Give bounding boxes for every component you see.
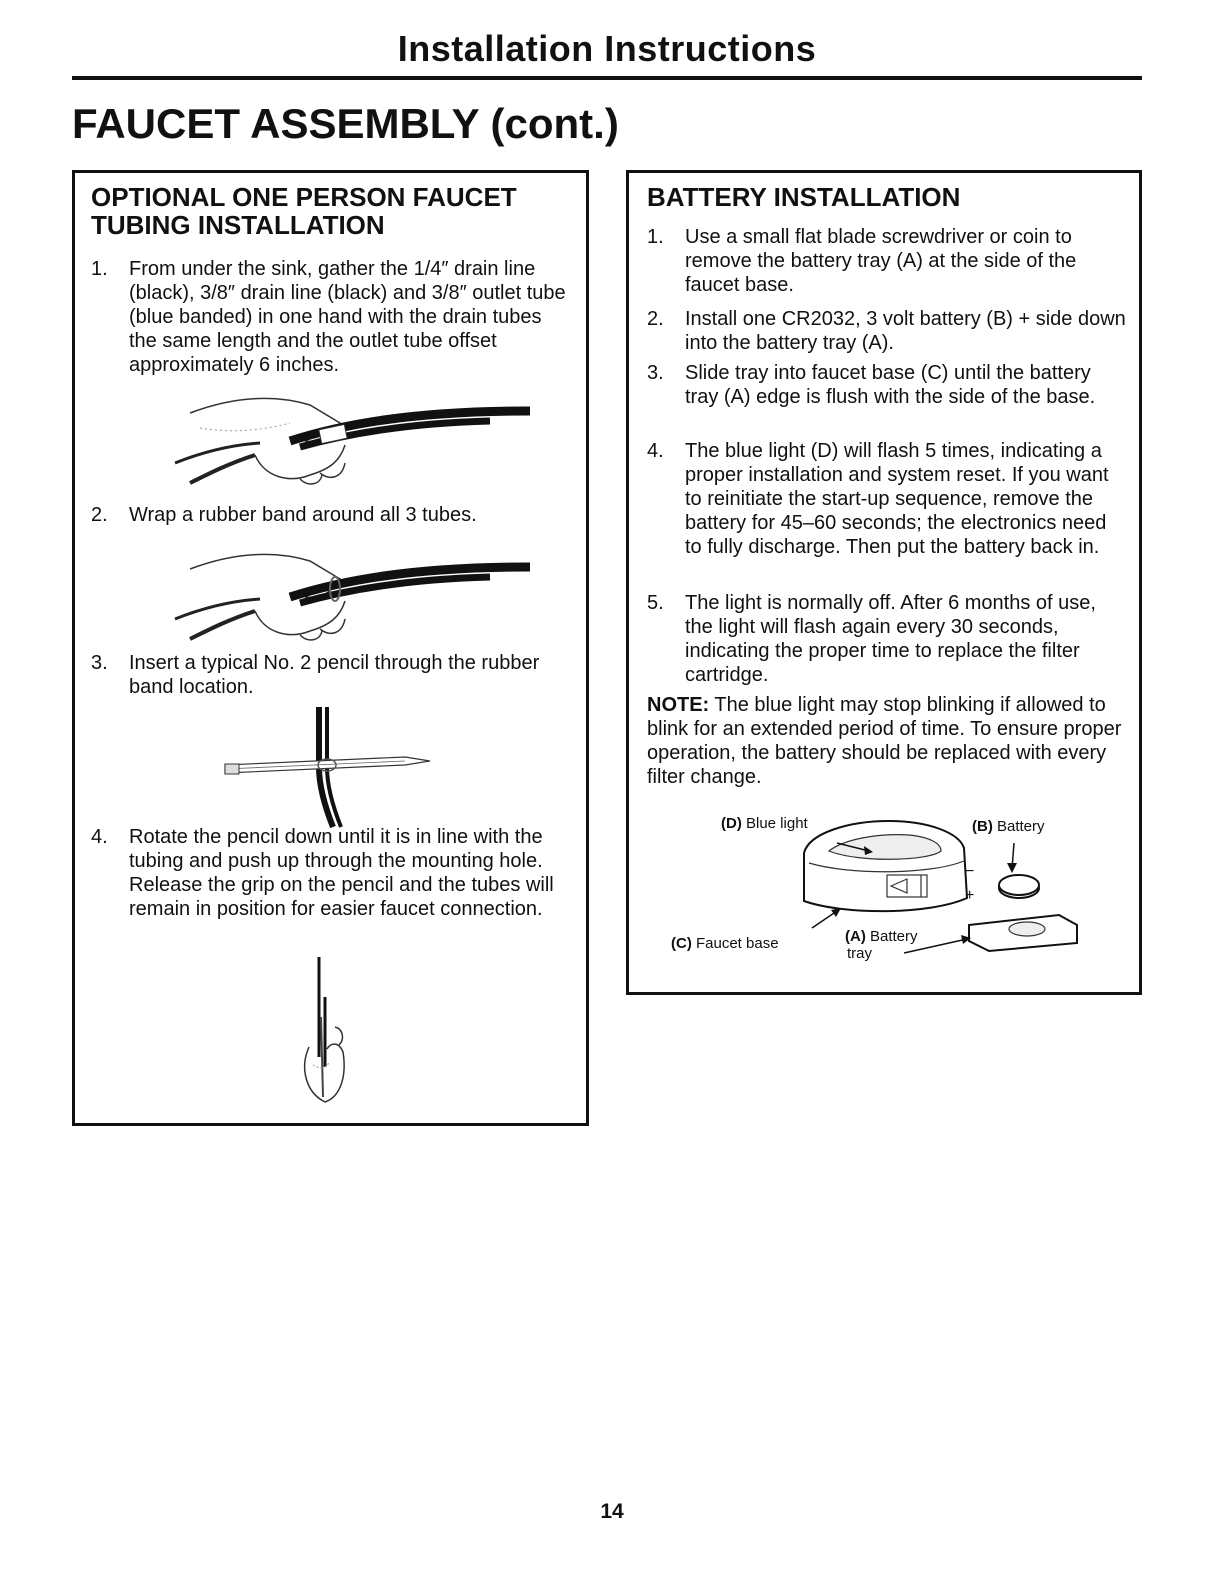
battery-panel-title: BATTERY INSTALLATION <box>647 182 961 212</box>
label-key: (B) <box>972 818 993 835</box>
label-text: Battery <box>992 818 1045 835</box>
step-number: 3. <box>91 652 108 674</box>
step-text: Wrap a rubber band around all 3 tubes. <box>129 504 477 526</box>
label-text-tray: tray <box>847 945 873 962</box>
step-number: 2. <box>647 308 664 330</box>
step-text: Slide tray into faucet base (C) until the battery tray (A) edge is flush with the side of the base. <box>685 362 1096 408</box>
note-label: NOTE: <box>647 694 710 716</box>
step-text: Insert a typical No. 2 pencil through the rubber band location. <box>129 652 540 698</box>
battery-installation-panel <box>626 170 1142 995</box>
step-text: From under the sink, gather the 1/4″ drain line (black), 3/8″ drain line (black) and 3/8″ outlet tube (blue banded) in one hand with the drain tubes the same length and the outlet tube offset approximately 6 inches. <box>129 258 566 376</box>
battery-note <box>647 693 1127 789</box>
label-battery <box>972 818 1045 835</box>
step-text: The blue light (D) will flash 5 times, indicating a proper installation and system reset. If you want to reinitiate the start-up sequence, remove the battery for 45–60 seconds; the electronics need to fully discharge. Then put the battery back in. <box>685 440 1109 558</box>
step-number: 4. <box>91 826 108 848</box>
step-number: 2. <box>91 504 108 526</box>
tubing-installation-panel <box>72 170 589 1126</box>
page-number: 14 <box>600 1500 624 1523</box>
label-key: (A) <box>845 928 866 945</box>
step-number: 3. <box>647 362 664 384</box>
header-rule <box>72 76 1142 80</box>
step-text: The light is normally off. After 6 months of use, the light will flash again every 30 seconds, indicating the proper time to replace the filter cartridge. <box>685 592 1096 686</box>
section-title: FAUCET ASSEMBLY (cont.) <box>72 100 619 147</box>
label-battery-tray <box>845 928 918 962</box>
header-title: Installation Instructions <box>397 28 817 69</box>
tubes-pushed-up-illustration <box>295 957 365 1107</box>
minus-sign: − <box>965 863 975 880</box>
label-text: Faucet base <box>691 935 779 952</box>
note-text: The blue light may stop blinking if allowed to blink for an extended period of time. To ensure proper operation, the battery should be replaced with every filter change. <box>647 694 1122 788</box>
step-number: 1. <box>91 258 108 280</box>
tubing-panel-title: OPTIONAL ONE PERSON FAUCET TUBING INSTALLATION <box>91 182 517 240</box>
plus-sign: + <box>965 887 975 904</box>
label-text: Blue light <box>741 815 808 832</box>
hand-holding-tubes-illustration <box>170 383 550 493</box>
label-faucet-base <box>671 935 779 952</box>
label-key: (C) <box>671 935 692 952</box>
step-text: Install one CR2032, 3 volt battery (B) + side down into the battery tray (A). <box>685 308 1126 354</box>
step-number: 1. <box>647 226 664 248</box>
label-blue-light <box>721 815 808 832</box>
step-number: 5. <box>647 592 664 614</box>
label-text: Battery <box>865 928 918 945</box>
pencil-through-tubes-illustration <box>215 707 455 827</box>
label-key: (D) <box>721 815 742 832</box>
step-text: Rotate the pencil down until it is in line with the tubing and push up through the mounting hole. Release the grip on the pencil and the tubes will remain in position for easier faucet connection. <box>129 826 554 920</box>
step-text: Use a small flat blade screwdriver or coin to remove the battery tray (A) at the side of the faucet base. <box>685 226 1077 296</box>
step-number: 4. <box>647 440 664 462</box>
rubber-band-tubes-illustration <box>170 539 550 649</box>
